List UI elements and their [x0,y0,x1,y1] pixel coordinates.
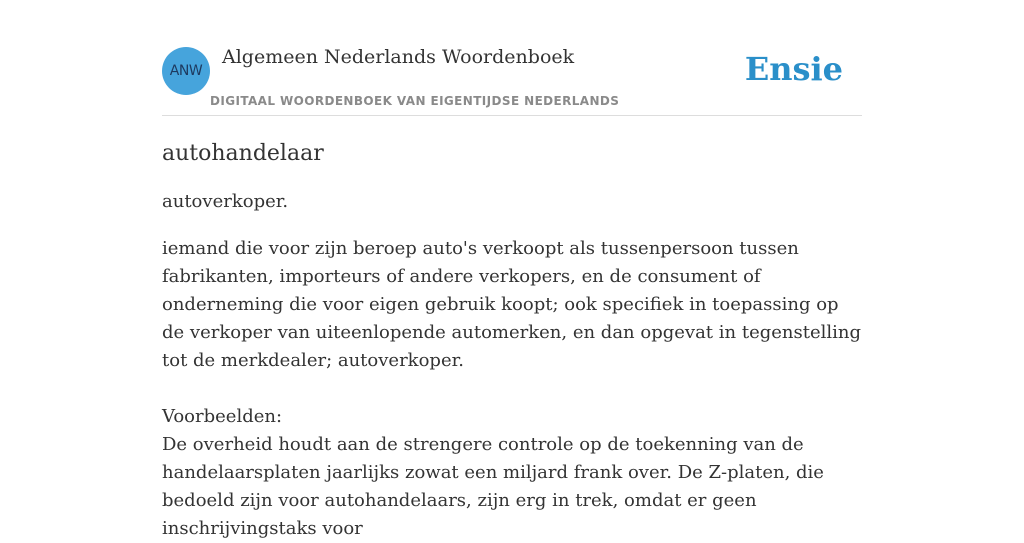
long-definition: iemand die voor zijn beroep auto's verkoopt als tussenpersoon tussen fabrikanten, importeurs of andere verkopers, en de consument of onderneming die voor eigen gebruik koopt; ook specifiek in toepassing op de verkoper van uiteenlopende automerken, en dan opgevat in tegenstelling tot de merkdealer; autoverkoper. [162,238,861,371]
short-definition: autoverkoper. [162,191,289,212]
anw-logo[interactable] [162,47,210,95]
examples-label: Voorbeelden: [162,406,283,427]
site-title[interactable]: Algemeen Nederlands Woordenboek [222,46,575,68]
logo-text: ANW [169,63,203,79]
site-subtitle: DIGITAAL WOORDENBOEK VAN EIGENTIJDSE NEDERLANDS [210,94,620,108]
header-divider [162,115,862,116]
ensie-logo[interactable]: Ensie [744,50,843,88]
entry-headword: autohandelaar [162,141,324,166]
example-text: De overheid houdt aan de strengere controle op de toekenning van de handelaarsplaten jaarlijks zowat een miljard frank over. De Z-platen, die bedoeld zijn voor autohandelaars, zijn erg in trek, omdat er geen inschrijvingstaks voor [162,434,824,539]
entry-content [162,138,862,543]
